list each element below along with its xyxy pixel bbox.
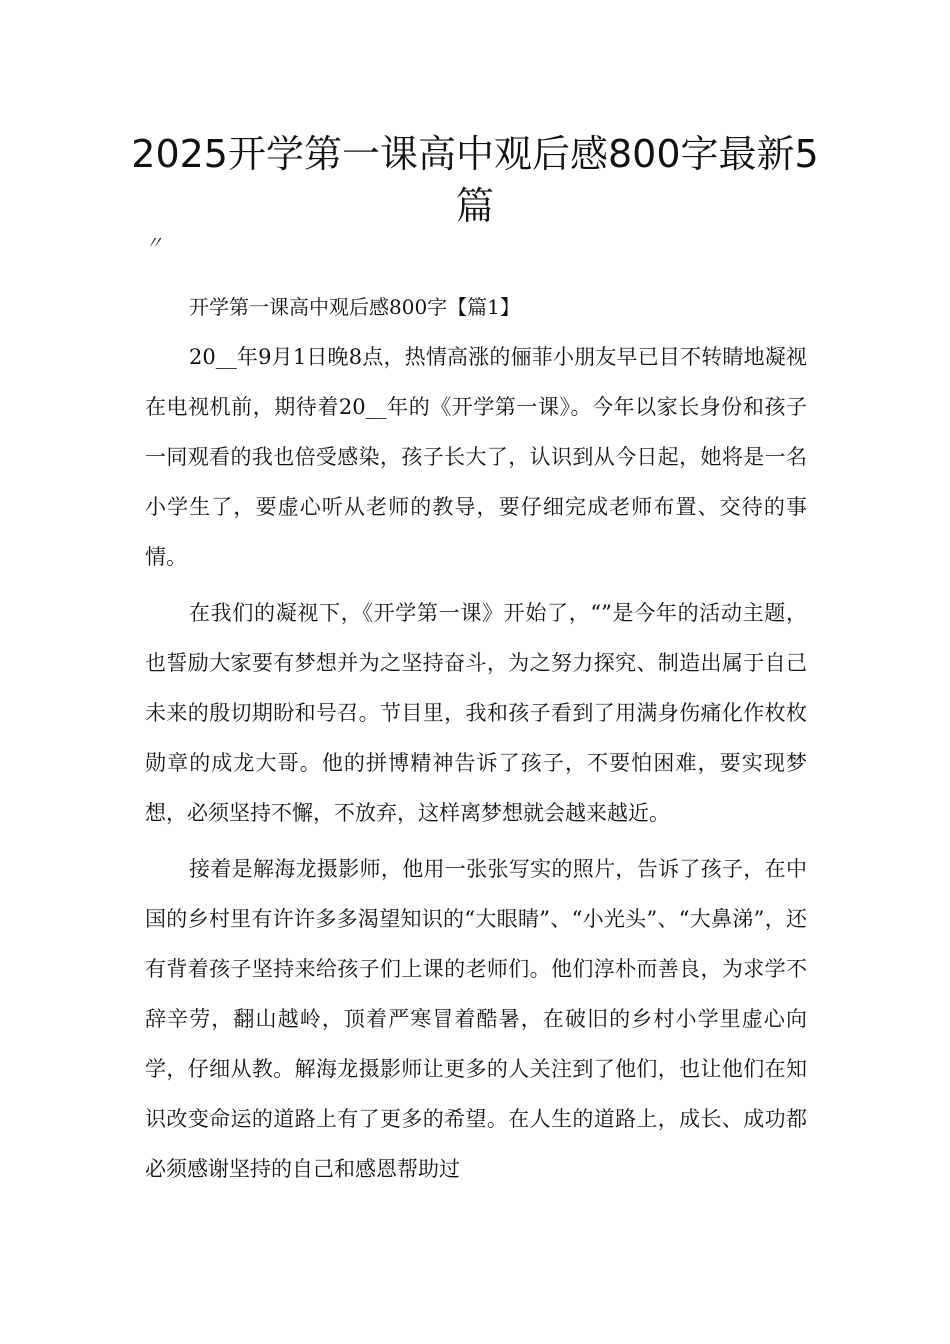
section-heading: 开学第一课高中观后感800字【篇1】 — [189, 295, 520, 319]
paragraph-3: 接着是解海龙摄影师，他用一张张写实的照片，告诉了孩子，在中国的乡村里有许许多多渴望知识的“大眼睛”、“小光头”、“大鼻涕”，还有背着孩子坚持来给孩子们上课的老师们。他们淳朴而善良，为求学不辞辛劳，翻山越岭，顶着严寒冒着酷暑，在破旧的乡村小学里虚心向学，仔细从教。解海龙摄影师让更多的人关注到了他们，也让他们在知识改变命运的道路上有了更多的希望。在人生的道路上，成长、成功都必须感谢坚持的自己和感恩帮助过 — [145, 857, 807, 1181]
document-body — [145, 282, 807, 1200]
document-title: 2025开学第一课高中观后感800字最新5篇 — [131, 132, 819, 228]
quote-mark: 〃 — [145, 233, 163, 254]
paragraph-1: 20__年9月1日晚8点，热情高涨的俪菲小朋友早已目不转睛地凝视在电视机前，期待着20__年的《开学第一课》。今年以家长身份和孩子一同观看的我也倍受感染，孩子长大了，认识到从今日起，她将是一名小学生了，要虚心听从老师的教导，要仔细完成老师布置、交待的事情。 — [145, 345, 807, 569]
paragraph-2: 在我们的凝视下，《开学第一课》开始了，“”是今年的活动主题，也誓励大家要有梦想并为之坚持奋斗，为之努力探究、制造出属于自己未来的殷切期盼和号召。节目里，我和孩子看到了用满身伤痛化作枚枚勋章的成龙大哥。他的拼博精神告诉了孩子，不要怕困难，要实现梦想，必须坚持不懈，不放弃，这样离梦想就会越来越近。 — [145, 601, 807, 825]
